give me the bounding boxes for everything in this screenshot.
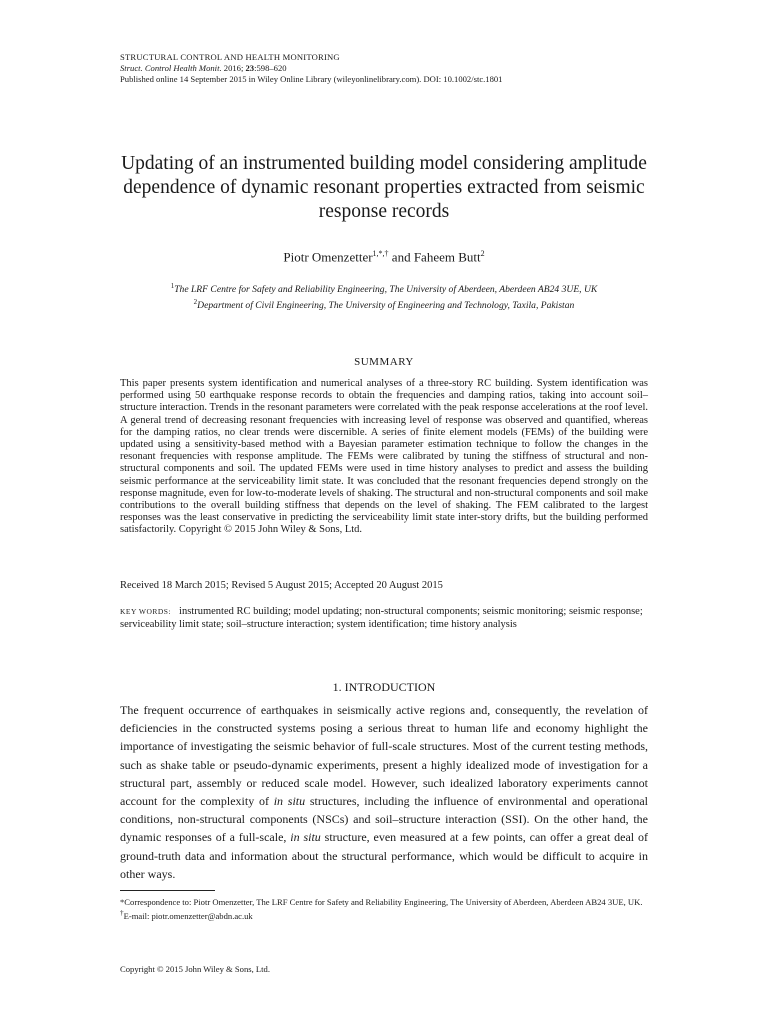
received-dates: Received 18 March 2015; Revised 5 August 2015; Accepted 20 August 2015 (120, 580, 443, 591)
author-name: Faheem Butt (413, 249, 481, 265)
italic-run: in situ (290, 830, 321, 845)
author-name: Piotr Omenzetter (283, 249, 373, 265)
citation-year: 2016; (221, 63, 246, 73)
text-run: The frequent occurrence of earthquakes in seismically active regions and, consequently, the revelation of deficiencies in the constructed systems posing a serious threat to human life and economy highlight the importance of investigating the seismic behavior of full-scale structures. Most of the current testing methods, such as shake table or pseudo-dynamic experiments, present a highly idealized mode of investigation for a structural part, assembly or reduced scale model. However, such idealized laboratory experiments cannot account for the complexity of (120, 703, 648, 809)
introduction-paragraph (120, 701, 648, 883)
affiliation (100, 296, 668, 312)
footnote-rule (120, 890, 215, 891)
affiliation-mark: 1 (170, 282, 175, 290)
journal-abbrev: Struct. Control Health Monit. (120, 63, 222, 73)
text-run: structure, even measured at a few points, can offer a great deal of ground-truth data and information about the structural performance, which would be difficult to acquire in other ways. (120, 830, 649, 881)
section-heading: 1. INTRODUCTION (332, 680, 436, 694)
affiliations (100, 280, 668, 312)
keywords-label: KEY WORDS: (120, 607, 172, 616)
abstract-text: This paper presents system identification and numerical analyses of a three-story RC building. System identification was performed using 50 earthquake response records to obtain the frequencies and damping ratios, taking into account soil–structure interaction. Trends in the resonant parameters were correlated with the peak response accelerations at the roof level. A general trend of decreasing resonant frequencies with increasing level of response was observed and quantified, whereas for the damping ratios, no clear trends were discernible. A series of finite element models (FEMs) of the building were updated using a sensitivity-based method with a Bayesian parameter estimation technique to follow the changes in the resonant frequencies with response amplitude. The FEMs were calibrated by tuning the stiffness of structural and non-structural components and soil. The updated FEMs were used in time history analyses to predict and assess the building seismic performance at the serviceability limit state. It was concluded that the resonant frequencies depend strongly on the response magnitude, even for low-to-moderate levels of shaking. The structural and non-structural components and soil make contributions to the overall building stiffness that depends on the level of shaking. The FEM calibrated to the largest responses was the least conservative in predicting the serviceability limit state inter-story drifts, but the building performed satisfactorily. Copyright © 2015 John Wiley & Sons, Ltd. (120, 378, 648, 536)
affiliation (100, 280, 668, 296)
citation-pages: :598–620 (254, 63, 287, 73)
text-run: structures, including the influence of environmental and operational conditions, non-structural components (NSCs) and soil–structure interaction (SSI). On the other hand, the dynamic responses of a full-scale, (120, 794, 648, 845)
journal-header (120, 52, 720, 85)
affiliation-text: The LRF Centre for Safety and Reliability Engineering, The University of Aberdeen, Aberdeen AB24 3UE, UK (174, 284, 598, 296)
keywords (120, 606, 648, 631)
correspondence-note: *Correspondence to: Piotr Omenzetter, The LRF Centre for Safety and Reliability Engineering, The University of Aberdeen, Aberdeen AB24 3UE, UK. (120, 897, 643, 907)
article-title: Updating of an instrumented building model considering amplitude dependence of dynamic resonant properties extracted from seismic response records (121, 153, 647, 222)
citation-volume: 23 (245, 63, 255, 73)
published-line: Published online 14 September 2015 in Wiley Online Library (wileyonlinelibrary.com). DOI: 10.1002/stc.1801 (120, 74, 503, 84)
journal-citation (120, 63, 720, 74)
author-marks: 1,*,† (372, 249, 389, 258)
summary-heading: SUMMARY (354, 356, 414, 368)
keywords-text: instrumented RC building; model updating; non-structural components; seismic monitoring; seismic response; serviceability limit state; soil–structure interaction; system identification; time history analysis (120, 606, 643, 630)
email-text: E-mail: piotr.omenzetter@abdn.ac.uk (123, 910, 253, 921)
italic-run: in situ (273, 794, 306, 809)
email-note (120, 908, 648, 922)
author-conjunction: and (388, 249, 414, 265)
affiliation-mark: 2 (193, 298, 198, 307)
page-copyright: Copyright © 2015 John Wiley & Sons, Ltd. (120, 964, 270, 974)
journal-name: STRUCTURAL CONTROL AND HEALTH MONITORING (120, 52, 340, 62)
author-line (100, 249, 668, 265)
email-mark: † (120, 909, 124, 917)
affiliation-text: Department of Civil Engineering, The University of Engineering and Technology, Taxila, Pakistan (197, 300, 575, 312)
footnotes (120, 897, 648, 922)
author-marks: 2 (480, 249, 485, 258)
